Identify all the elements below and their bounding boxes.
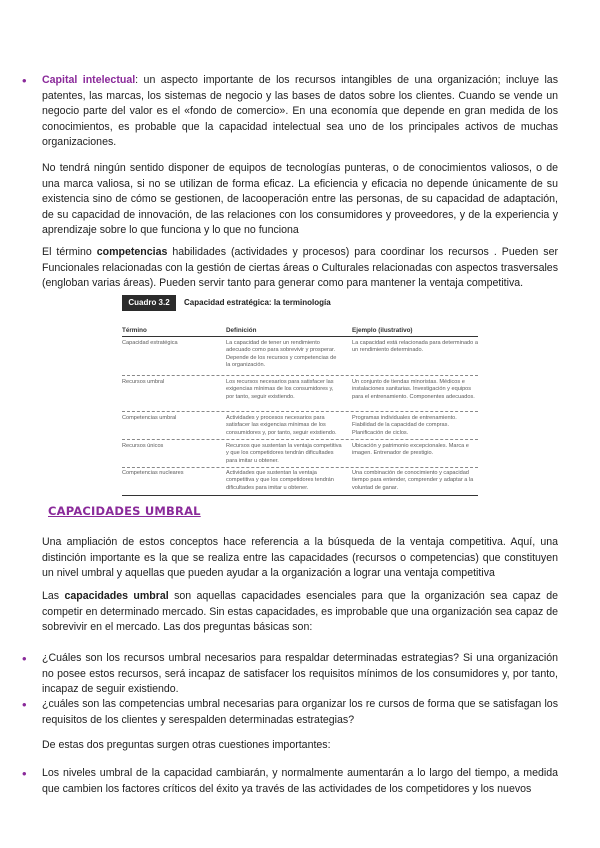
table-cell-example: Una combinación de conocimiento y capacidad tiempo para entender, comprender y adaptar a la voluntad de ganar. bbox=[352, 470, 474, 491]
table-cell-term: Capacidad estratégica bbox=[122, 340, 178, 346]
table-cell-definition: Los recursos necesarios para satisfacer las exigencias mínimas de los consumidores y, por tanto, seguir existiendo. bbox=[226, 379, 334, 400]
table-header-rule bbox=[122, 336, 478, 337]
table-cell-term: Recursos únicos bbox=[122, 443, 164, 449]
bullet-marker: • bbox=[22, 651, 27, 666]
bullet-marker: • bbox=[22, 766, 27, 781]
section-heading-capacidades-umbral: CAPACIDADES UMBRAL bbox=[48, 504, 201, 518]
row-divider bbox=[122, 375, 478, 376]
column-header-ejemplo: Ejemplo (ilustrativo) bbox=[352, 327, 413, 334]
row-divider bbox=[122, 439, 478, 440]
column-header-definicion: Definición bbox=[226, 327, 257, 334]
bullet-text bbox=[42, 73, 558, 151]
table-cell-example: La capacidad está relacionada para determinado a un rendimiento determinado. bbox=[352, 340, 478, 354]
row-divider bbox=[122, 411, 478, 412]
bullet-text: ¿Cuáles son los recursos umbral necesarios para respaldar determinadas estrategias? Si una organización no posee estos recursos, será incapaz de satisfacer los requisitos mínimos de los consumidores y, por tanto, incapaz de seguir existiendo. bbox=[42, 652, 558, 695]
competencias-pre: El término bbox=[42, 246, 97, 258]
table-cell-term: Competencias nucleares bbox=[122, 470, 184, 476]
figure-header bbox=[122, 295, 478, 311]
row-divider bbox=[122, 467, 478, 468]
paragraph-no-sentido: No tendrá ningún sentido disponer de equipos de tecnologías punteras, o de conocimientos valiosos, o de una marca valiosa, si no se utilizan de forma eficaz. La eficiencia y eficacia no depende únicamente de su existencia sino de cómo se gestionen, de lacooperación entre las personas, de su capacidad de adaptación, de su capacidad de innovación, de las relaciones con los consumidores y proveedores, y de la experiencia y aprendizaje sobre lo que funciona y lo que no funciona bbox=[42, 162, 558, 236]
capacidades-pre: Las bbox=[42, 590, 65, 602]
table-cell-definition: Recursos que sustentan la ventaja competitiva y que los competidores tendrán dificultades para imitar u obtener. bbox=[226, 443, 342, 464]
table-cell-example: Un conjunto de tiendas minoristas. Médicos e instalaciones sanitarias. Investigación y equipos para el entrenamiento. Componentes adecuados. bbox=[352, 379, 475, 400]
figure-cuadro-terminologia bbox=[122, 295, 478, 497]
column-header-termino: Término bbox=[122, 327, 147, 334]
table-cell-example: Programas individuales de entrenamiento. Fiabilidad de la capacidad de compras. Planificación de ciclos. bbox=[352, 415, 457, 436]
figure-tag: Cuadro 3.2 bbox=[122, 295, 176, 311]
table-cell-term: Competencias umbral bbox=[122, 415, 177, 421]
paragraph-ampliacion: Una ampliación de estos conceptos hace referencia a la búsqueda de la ventaja competitiva. Aquí, una distinción importante es la que se realiza entre las capacidades (recursos o competencias) que constituyen un nivel umbral y aquellas que pueden ayudar a la organización a lograr una ventaja competitiva bbox=[42, 536, 558, 579]
table-cell-term: Recursos umbral bbox=[122, 379, 165, 385]
competencias-post: habilidades (actividades y procesos) para coordinar los recursos . Pueden ser Funcionales relacionadas con la gestión de ciertas áreas o Culturales relacionadas con aspectos trasversales (engloban varias áreas). Pueden servir tanto para generar como para mantener la ventaja competitiva. bbox=[42, 246, 558, 289]
table-cell-example: Ubicación y patrimonio excepcionales. Marca e imagen. Entrenador de prestigio. bbox=[352, 443, 469, 457]
bullet-text: Los niveles umbral de la capacidad cambiarán, y normalmente aumentarán a lo largo del tiempo, a medida que cambien los factores críticos del éxito ya través de las actividades de los competidores y los nuevos bbox=[42, 767, 558, 795]
capacidades-post: son aquellas capacidades esenciales para que la organización sea capaz de competir en determinado mercado. Sin estas capacidades, es improbable que una organización sea capaz de sobrevivir en el mercado. Las dos preguntas básicas son: bbox=[42, 590, 558, 633]
term-capacidades-umbral: capacidades umbral bbox=[64, 590, 169, 602]
capital-intelectual-description: : un aspecto importante de los recursos intangibles de una organización; incluye las patentes, las marcas, los sistemas de negocio y las bases de datos sobre los clientes. Cuando se vende un negocio parte del valor es el «fondo de comercio». En una economía que depende en gran medida de los conocimientos, es probable que la capacidad intelectual sea uno de los principales activos de muchas organizaciones. bbox=[42, 74, 558, 148]
bullet-marker: • bbox=[22, 697, 27, 712]
term-competencias: competencias bbox=[96, 246, 168, 258]
bullet-text: ¿cuáles son las competencias umbral necesarias para organizar los re cursos de forma que se satisfagan los requisitos de los clientes y serespalden determinadas estrategias? bbox=[42, 698, 558, 726]
table-cell-definition: Actividades que sustentan la ventaja competitiva y que los competidores tendrán dificultades para imitar u obtener. bbox=[226, 470, 334, 491]
paragraph-competencias bbox=[42, 245, 558, 292]
term-capital-intelectual: Capital intelectual bbox=[42, 74, 136, 86]
figure-title: Capacidad estratégica: la terminología bbox=[184, 298, 331, 307]
table-bottom-rule bbox=[122, 495, 478, 496]
table-cell-definition: La capacidad de tener un rendimiento adecuado como para sobrevivir y prosperar. Depende de los recursos y competencias de la organización. bbox=[226, 340, 337, 368]
table-cell-definition: Actividades y procesos necesarios para satisfacer las exigencias mínimas de los consumidores y, por tanto, seguir existiendo. bbox=[226, 415, 337, 436]
paragraph-capacidades-umbral bbox=[42, 589, 558, 636]
bullet-marker: • bbox=[22, 73, 27, 88]
paragraph-de-estas: De estas dos preguntas surgen otras cuestiones importantes: bbox=[42, 739, 331, 751]
